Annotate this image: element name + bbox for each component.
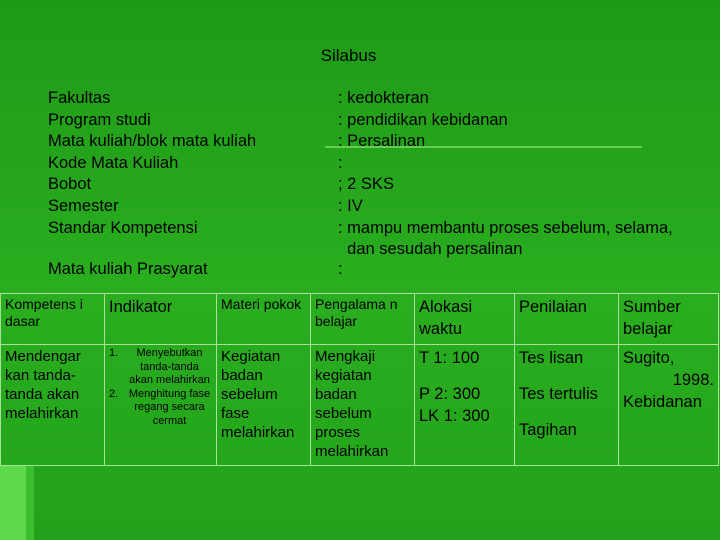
header-penilaian: Penilaian <box>515 294 619 345</box>
info-value: : pendidikan kebidanan <box>338 110 508 129</box>
decor-stripe <box>0 465 26 540</box>
indikator-list <box>109 347 212 428</box>
alokasi-item: P 2: 300 <box>419 385 481 403</box>
info-label: Semester <box>48 196 119 215</box>
info-value: : IV <box>338 196 363 215</box>
info-value: ; 2 SKS <box>338 175 394 194</box>
header-kompetensi: Kompetens i dasar <box>1 294 105 345</box>
penilaian-item: Tagihan <box>519 421 577 439</box>
info-label: Program studi <box>48 110 151 129</box>
info-values <box>338 88 673 261</box>
info-value: : <box>338 153 343 172</box>
info-label: Mata kuliah/blok mata kuliah <box>48 132 257 151</box>
header-sumber: Sumber belajar <box>619 294 719 345</box>
info-label: Fakultas <box>48 89 111 107</box>
decor-stripe <box>26 465 34 540</box>
sumber-item: Kebidanan <box>623 393 702 411</box>
penilaian-item: Tes lisan <box>519 349 584 367</box>
header-pengalaman: Pengalama n belajar <box>311 294 415 345</box>
sumber-item: 1998. <box>672 371 714 389</box>
header-alokasi: Alokasi waktu <box>415 294 515 345</box>
list-text: Menghitung fase regang secara cermat <box>128 387 211 427</box>
syllabus-table <box>0 293 719 466</box>
prasyarat-value: : <box>338 260 343 278</box>
list-number: 2. <box>109 387 119 400</box>
cell-pengalaman: Mengkaji kegiatan badan sebelum proses melahirkan <box>311 345 415 466</box>
list-item <box>109 347 212 388</box>
alokasi-item: T 1: 100 <box>419 349 480 367</box>
table-header-row <box>1 294 719 345</box>
list-item <box>109 388 212 429</box>
alokasi-item: LK 1: 300 <box>419 407 490 425</box>
info-value: : Persalinan <box>338 132 426 151</box>
info-value: : mampu membantu proses sebelum, selama, <box>338 218 673 237</box>
penilaian-item: Tes tertulis <box>519 385 598 403</box>
info-label: Kode Mata Kuliah <box>48 153 179 172</box>
cell-indikator <box>105 345 217 466</box>
table-row <box>1 345 719 466</box>
info-labels <box>48 88 256 239</box>
info-label: Bobot <box>48 175 92 194</box>
info-value: : kedokteran <box>338 89 429 107</box>
info-value-cont: dan sesudah persalinan <box>338 240 523 259</box>
list-number: 1. <box>109 347 119 359</box>
cell-materi: Kegiatan badan sebelum fase melahirkan <box>217 345 311 466</box>
header-indikator: Indikator <box>105 294 217 345</box>
page-title: Silabus <box>320 46 377 65</box>
list-text: Menyebutkan tanda-tanda akan melahirkan <box>129 347 210 386</box>
sumber-item: Sugito, <box>623 349 675 367</box>
cell-kompetensi: Mendengar kan tanda-tanda akan melahirkan <box>1 345 105 466</box>
cell-sumber <box>619 345 719 466</box>
info-label: Standar Kompetensi <box>48 218 198 237</box>
cell-penilaian <box>515 345 619 466</box>
header-materi: Materi pokok <box>217 294 311 345</box>
prasyarat-label: Mata kuliah Prasyarat <box>48 260 208 278</box>
cell-alokasi <box>415 345 515 466</box>
